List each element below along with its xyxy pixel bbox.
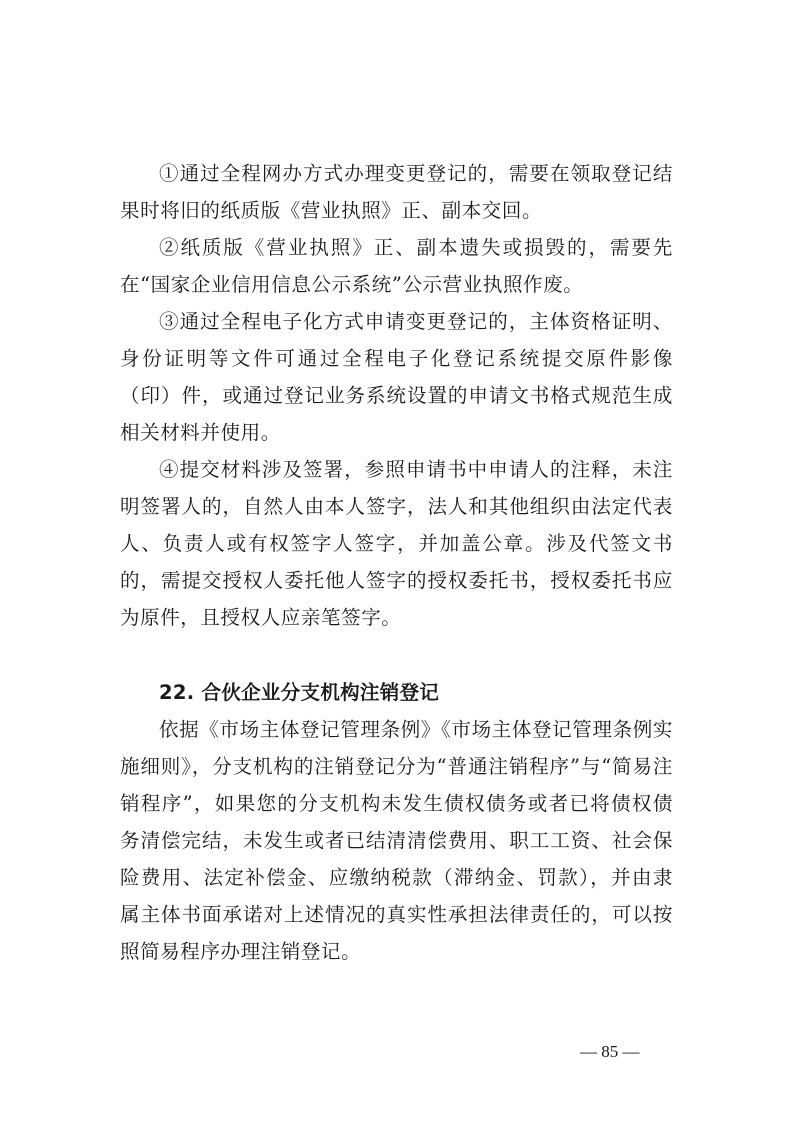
page-content xyxy=(120,155,673,970)
section-heading: 22. 合伙企业分支机构注销登记 xyxy=(159,681,440,704)
section-body-paragraph: 依据《市场主体登记管理条例》《市场主体登记管理条例实施细则》，分支机构的注销登记分为“普通注销程序”与“简易注销程序”，如果您的分支机构未发生债权债务或者已将债权债务清偿完结，未发生或者已结清清偿费用、职工工资、社会保险费用、法定补偿金、应缴纳税款（滞纳金、罚款），并由隶属主体书面承诺对上述情况的真实性承担法律责任的，可以按照简易程序办理注销登记。 xyxy=(120,718,673,963)
paragraph-note-2: ②纸质版《营业执照》正、副本遗失或损毁的，需要先在“国家企业信用信息公示系统”公示营业执照作废。 xyxy=(120,236,673,296)
paragraph-note-3: ③通过全程电子化方式申请变更登记的，主体资格证明、身份证明等文件可通过全程电子化登记系统提交原件影像（印）件，或通过登记业务系统设置的申请文书格式规范生成相关材料并使用。 xyxy=(120,310,673,444)
page-number: — 85 — xyxy=(580,1042,640,1061)
paragraph-note-4: ④提交材料涉及签署，参照申请书中申请人的注释，未注明签署人的，自然人由本人签字，法人和其他组织由法定代表人、负责人或有权签字人签字，并加盖公章。涉及代签文书的，需提交授权人委托他人签字的授权委托书，授权委托书应为原件，且授权人应亲笔签字。 xyxy=(120,458,673,629)
paragraph-note-1: ①通过全程网办方式办理变更登记的，需要在领取登记结果时将旧的纸质版《营业执照》正、副本交回。 xyxy=(120,162,673,222)
